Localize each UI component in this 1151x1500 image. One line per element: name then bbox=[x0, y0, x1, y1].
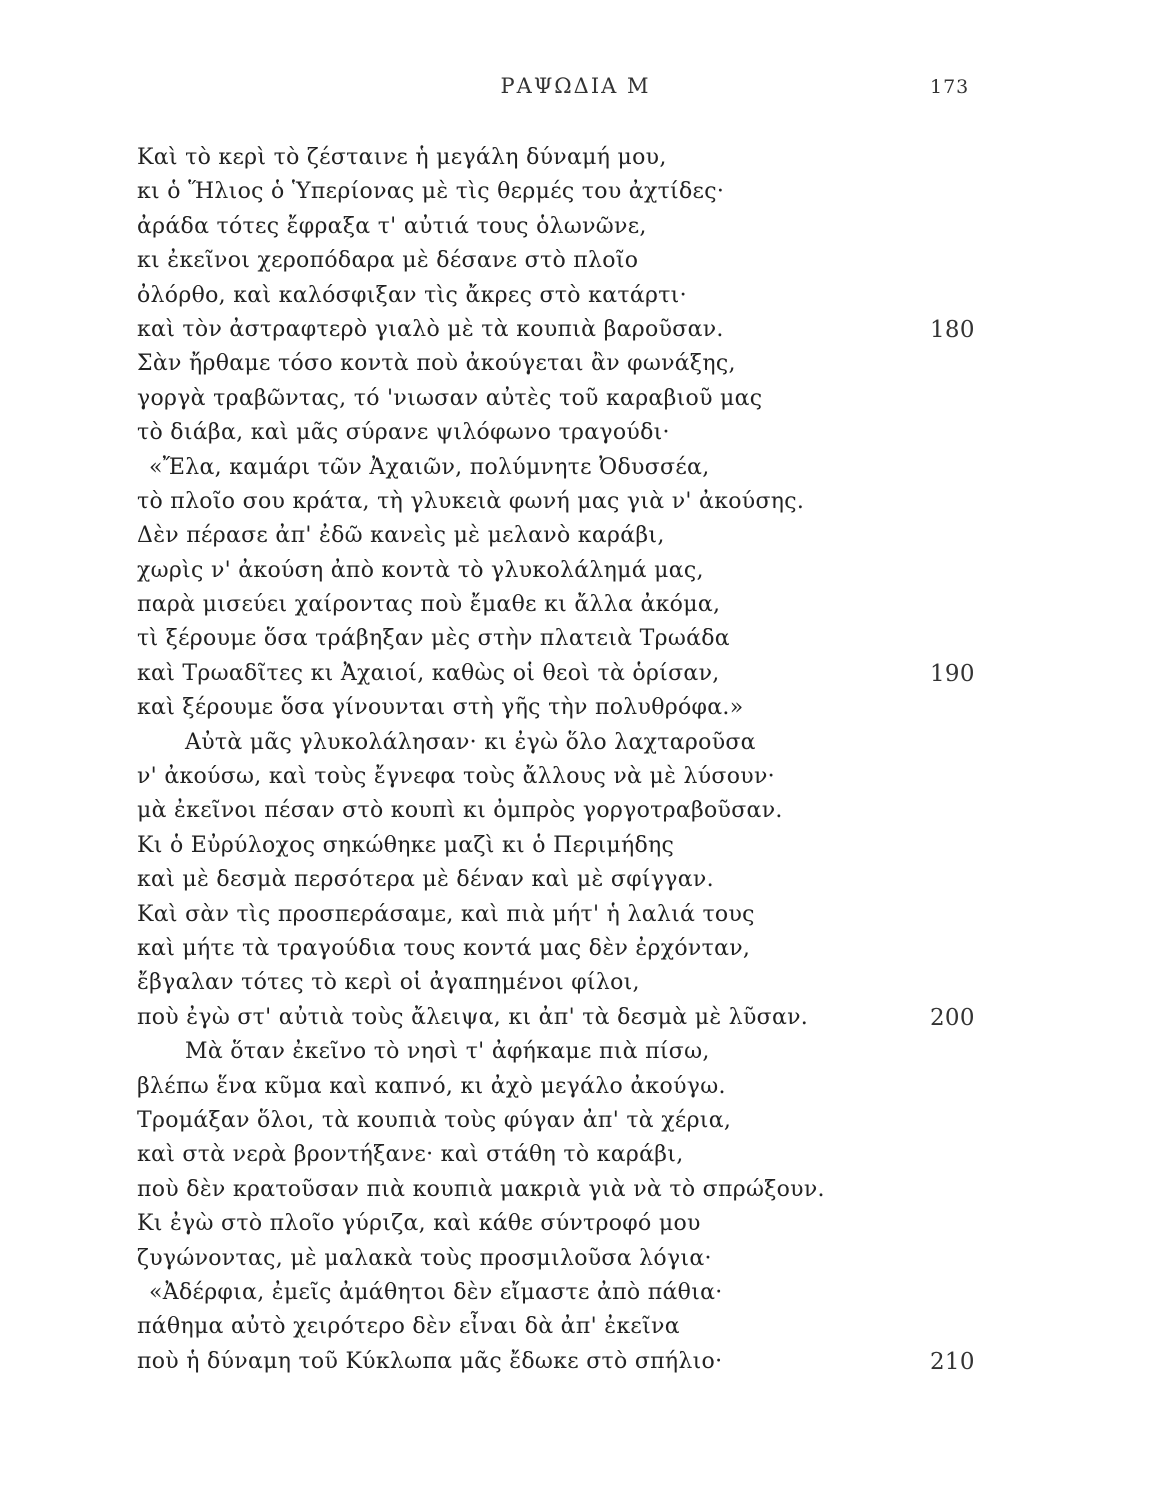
verse-line bbox=[137, 1104, 1017, 1138]
verse-text: καὶ μὲ δεσμὰ περσότερα μὲ δέναν καὶ μὲ σφίγγαν. bbox=[137, 867, 714, 893]
line-number: 210 bbox=[930, 1348, 975, 1375]
verse-text: καὶ ξέρουμε ὅσα γίνουνται στὴ γῆς τὴν πολυθρόφα.» bbox=[137, 695, 744, 721]
verse-line bbox=[137, 279, 1017, 313]
verse-line bbox=[137, 898, 1017, 932]
verse-text: «Ἀδέρφια, ἐμεῖς ἀμάθητοι δὲν εἴμαστε ἀπὸ πάθια· bbox=[149, 1279, 723, 1305]
verse-line bbox=[137, 588, 1017, 622]
verse-text: Κι ἐγὼ στὸ πλοῖο γύριζα, καὶ κάθε σύντροφό μου bbox=[137, 1211, 701, 1237]
verse-line bbox=[137, 175, 1017, 209]
verse-text: παρὰ μισεύει χαίροντας ποὺ ἔμαθε κι ἄλλα ἀκόμα, bbox=[137, 592, 721, 618]
verse-line bbox=[137, 794, 1017, 828]
verse-text: βλέπω ἕνα κῦμα καὶ καπνό, κι ἀχὸ μεγάλο ἀκούγω. bbox=[137, 1073, 726, 1099]
verse-text: μὰ ἐκεῖνοι πέσαν στὸ κουπὶ κι ὀμπρὸς γοργοτραβοῦσαν. bbox=[137, 798, 783, 824]
verse-line bbox=[137, 485, 1017, 519]
verse-text: τὸ διάβα, καὶ μᾶς σύρανε ψιλόφωνο τραγούδι· bbox=[137, 420, 670, 446]
verse-text: ζυγώνοντας, μὲ μαλακὰ τοὺς προσμιλοῦσα λόγια· bbox=[137, 1245, 712, 1271]
verse-text: Δὲν πέρασε ἀπ' ἐδῶ κανεὶς μὲ μελανὸ καράβι, bbox=[137, 523, 665, 549]
verse-text: τὶ ξέρουμε ὅσα τράβηξαν μὲς στὴν πλατειὰ Τρωάδα bbox=[137, 626, 730, 652]
verse-text: Αὐτὰ μᾶς γλυκολάλησαν· κι ἐγὼ ὅλο λαχταροῦσα bbox=[185, 729, 756, 755]
running-title: ΡΑΨΩΔΙΑ Μ bbox=[500, 74, 651, 98]
line-number: 200 bbox=[930, 1004, 975, 1031]
verse-text: ὀλόρθο, καὶ καλόσφιξαν τὶς ἄκρες στὸ κατάρτι· bbox=[137, 282, 687, 308]
verse-line bbox=[137, 382, 1017, 416]
line-number: 190 bbox=[930, 660, 975, 687]
verse-line bbox=[137, 829, 1017, 863]
verse-text: Τρομάξαν ὅλοι, τὰ κουπιὰ τοὺς φύγαν ἀπ' τὰ χέρια, bbox=[137, 1107, 732, 1133]
verse-text: ποὺ ἐγὼ στ' αὐτιὰ τοὺς ἄλειψα, κι ἀπ' τὰ δεσμὰ μὲ λῦσαν. bbox=[137, 1004, 809, 1030]
verse-line bbox=[137, 313, 1017, 347]
verse-line bbox=[137, 519, 1017, 553]
verse-text: πάθημα αὐτὸ χειρότερο δὲν εἶναι δὰ ἀπ' ἐκεῖνα bbox=[137, 1314, 680, 1340]
verse-text: κι ἐκεῖνοι χεροπόδαρα μὲ δέσανε στὸ πλοῖο bbox=[137, 248, 639, 274]
verse-text: Σὰν ἤρθαμε τόσο κοντὰ ποὺ ἀκούγεται ἂν φωνάξης, bbox=[137, 351, 736, 377]
verse-text: ποὺ δὲν κρατοῦσαν πιὰ κουπιὰ μακριὰ γιὰ νὰ τὸ σπρώξουν. bbox=[137, 1176, 825, 1202]
verse-text: τὸ πλοῖο σου κράτα, τὴ γλυκειὰ φωνή μας γιὰ ν' ἀκούσης. bbox=[137, 488, 805, 514]
verse-line bbox=[137, 932, 1017, 966]
verse-line bbox=[137, 141, 1017, 175]
verse-line bbox=[137, 1310, 1017, 1344]
verse-block bbox=[137, 141, 1017, 1379]
verse-line bbox=[137, 657, 1017, 691]
verse-text: γοργὰ τραβῶντας, τό 'νιωσαν αὐτὲς τοῦ καραβιοῦ μας bbox=[137, 385, 763, 411]
verse-line bbox=[137, 1035, 1017, 1069]
verse-text: κι ὁ Ἥλιος ὁ Ὑπερίονας μὲ τὶς θερμές του ἀχτίδες· bbox=[137, 179, 725, 205]
verse-text: Μὰ ὅταν ἐκεῖνο τὸ νησὶ τ' ἀφήκαμε πιὰ πίσω, bbox=[185, 1039, 710, 1065]
verse-line bbox=[137, 1207, 1017, 1241]
verse-text: Καὶ σὰν τὶς προσπεράσαμε, καὶ πιὰ μήτ' ἡ λαλιά τους bbox=[137, 901, 755, 927]
verse-line bbox=[137, 1001, 1017, 1035]
verse-line bbox=[137, 760, 1017, 794]
verse-line bbox=[137, 1070, 1017, 1104]
verse-line bbox=[137, 416, 1017, 450]
verse-line bbox=[137, 244, 1017, 278]
verse-text: καὶ Τρωαδῖτες κι Ἀχαιοί, καθὼς οἱ θεοὶ τὰ ὁρίσαν, bbox=[137, 660, 720, 686]
verse-line bbox=[137, 863, 1017, 897]
verse-text: καὶ μήτε τὰ τραγούδια τους κοντά μας δὲν ἐρχόνταν, bbox=[137, 935, 751, 961]
verse-text: ἔβγαλαν τότες τὸ κερὶ οἱ ἀγαπημένοι φίλοι, bbox=[137, 970, 640, 996]
verse-text: καὶ στὰ νερὰ βροντήξανε· καὶ στάθη τὸ καράβι, bbox=[137, 1142, 684, 1168]
verse-text: «Ἔλα, καμάρι τῶν Ἀχαιῶν, πολύμνητε Ὀδυσσέα, bbox=[149, 454, 710, 480]
verse-line bbox=[137, 1242, 1017, 1276]
line-number: 180 bbox=[930, 316, 975, 343]
verse-text: καὶ τὸν ἀστραφτερὸ γιαλὸ μὲ τὰ κουπιὰ βαροῦσαν. bbox=[137, 316, 724, 342]
verse-line bbox=[137, 726, 1017, 760]
verse-text: ποὺ ἡ δύναμη τοῦ Κύκλωπα μᾶς ἔδωκε στὸ σπήλιο· bbox=[137, 1348, 723, 1374]
verse-line bbox=[137, 966, 1017, 1000]
verse-line bbox=[137, 347, 1017, 381]
verse-line bbox=[137, 691, 1017, 725]
verse-text: ἀράδα τότες ἔφραξα τ' αὐτιά τους ὁλωνῶνε, bbox=[137, 213, 647, 239]
verse-line bbox=[137, 1276, 1017, 1310]
verse-line bbox=[137, 1173, 1017, 1207]
verse-line bbox=[137, 622, 1017, 656]
verse-text: ν' ἀκούσω, καὶ τοὺς ἔγνεφα τοὺς ἄλλους νὰ μὲ λύσουν· bbox=[137, 764, 775, 790]
verse-line bbox=[137, 451, 1017, 485]
verse-line bbox=[137, 1138, 1017, 1172]
verse-line bbox=[137, 1345, 1017, 1379]
verse-text: χωρὶς ν' ἀκούση ἀπὸ κοντὰ τὸ γλυκολάλημά μας, bbox=[137, 557, 704, 583]
verse-text: Κι ὁ Εὐρύλοχος σηκώθηκε μαζὶ κι ὁ Περιμήδης bbox=[137, 832, 675, 858]
page-number: 173 bbox=[930, 76, 970, 98]
verse-line bbox=[137, 210, 1017, 244]
verse-text: Καὶ τὸ κερὶ τὸ ζέσταινε ἡ μεγάλη δύναμή μου, bbox=[137, 145, 667, 170]
verse-line bbox=[137, 554, 1017, 588]
